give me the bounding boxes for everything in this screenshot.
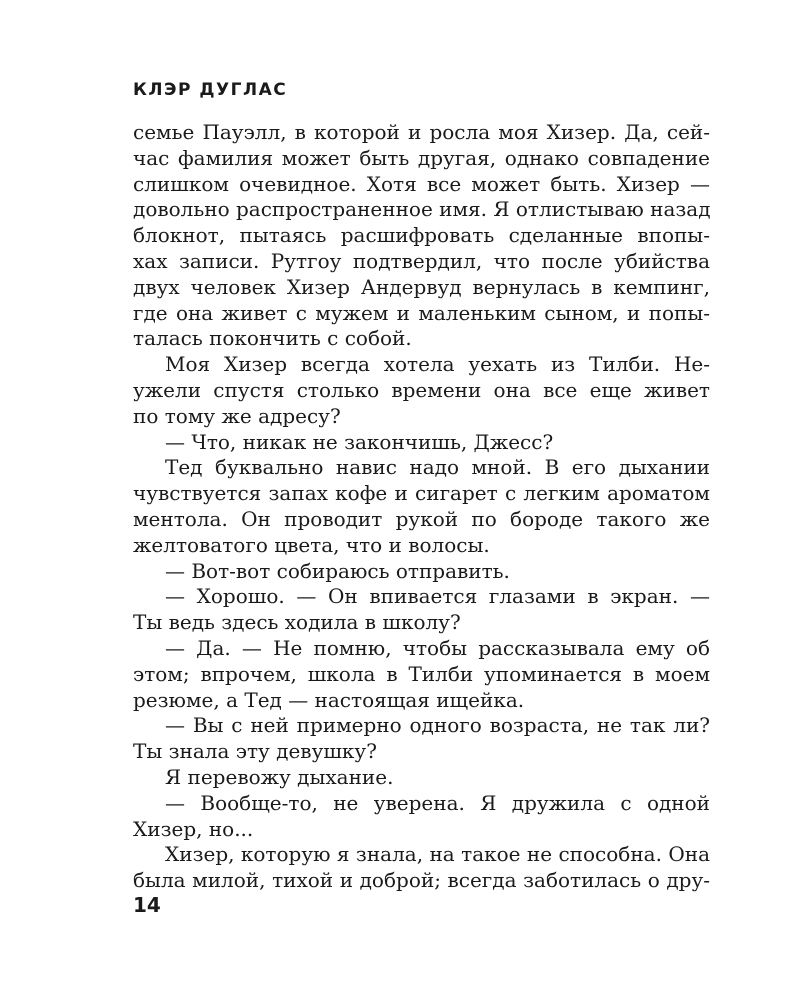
- text-line: — Вот-вот собираюсь отправить.: [165, 558, 510, 583]
- text-line: блокнот, пытаясь расшифровать сделанные впопы-: [133, 223, 710, 248]
- text-line: ужели спустя столько времени она все еще живет: [133, 377, 710, 402]
- text-line: Моя Хизер всегда хотела уехать из Тилби. Не-: [165, 352, 710, 377]
- text-line: была милой, тихой и доброй; всегда заботилась о дру-: [133, 868, 710, 893]
- text-line: семье Пауэлл, в которой и росла моя Хизер. Да, сей-: [133, 120, 710, 144]
- body-text: [133, 120, 710, 894]
- text-line: хах записи. Рутгоу подтвердил, что после убийства: [133, 248, 710, 273]
- text-line: слишком очевидное. Хотя все может быть. Хизер —: [133, 171, 710, 196]
- text-line: резюме, а Тед — настоящая ищейка.: [133, 687, 525, 712]
- text-line: желтоватого цвета, что и волосы.: [133, 532, 490, 557]
- text-line: этом; впрочем, школа в Тилби упоминается в моем: [133, 661, 710, 686]
- text-line: Тед буквально навис надо мной. В его дыхании: [165, 455, 710, 480]
- text-line: час фамилия может быть другая, однако совпадение: [133, 145, 710, 170]
- text-line: — Что, никак не закончишь, Джесс?: [165, 429, 554, 454]
- text-line: чувствуется запах кофе и сигарет с легким ароматом: [133, 481, 710, 506]
- text-line: довольно распространенное имя. Я отлистываю назад: [133, 197, 711, 222]
- text-line: талась покончить с собой.: [133, 326, 412, 351]
- text-line: — Вы с ней примерно одного возраста, не так ли?: [165, 713, 710, 738]
- text-line: по тому же адресу?: [133, 403, 341, 428]
- text-line: — Хорошо. — Он впивается глазами в экран. —: [165, 584, 710, 609]
- text-line: Я перевожу дыхание.: [165, 764, 394, 789]
- page-number: 14: [133, 893, 161, 917]
- text-line: — Да. — Не помню, чтобы рассказывала ему об: [165, 635, 710, 660]
- text-line: Ты знала эту девушку?: [133, 739, 377, 764]
- text-line: где она живет с мужем и маленьким сыном, и попы-: [133, 300, 710, 325]
- text-line: — Вообще-то, не уверена. Я дружила с одной: [165, 790, 710, 815]
- text-line: Хизер, но...: [133, 816, 254, 841]
- text-line: ментола. Он проводит рукой по бороде такого же: [133, 506, 710, 531]
- text-line: Хизер, которую я знала, на такое не способна. Она: [165, 842, 710, 867]
- text-line: Ты ведь здесь ходила в школу?: [133, 610, 461, 635]
- running-head-author: КЛЭР ДУГЛАС: [133, 80, 288, 100]
- text-line: двух человек Хизер Андервуд вернулась в кемпинг,: [133, 274, 710, 299]
